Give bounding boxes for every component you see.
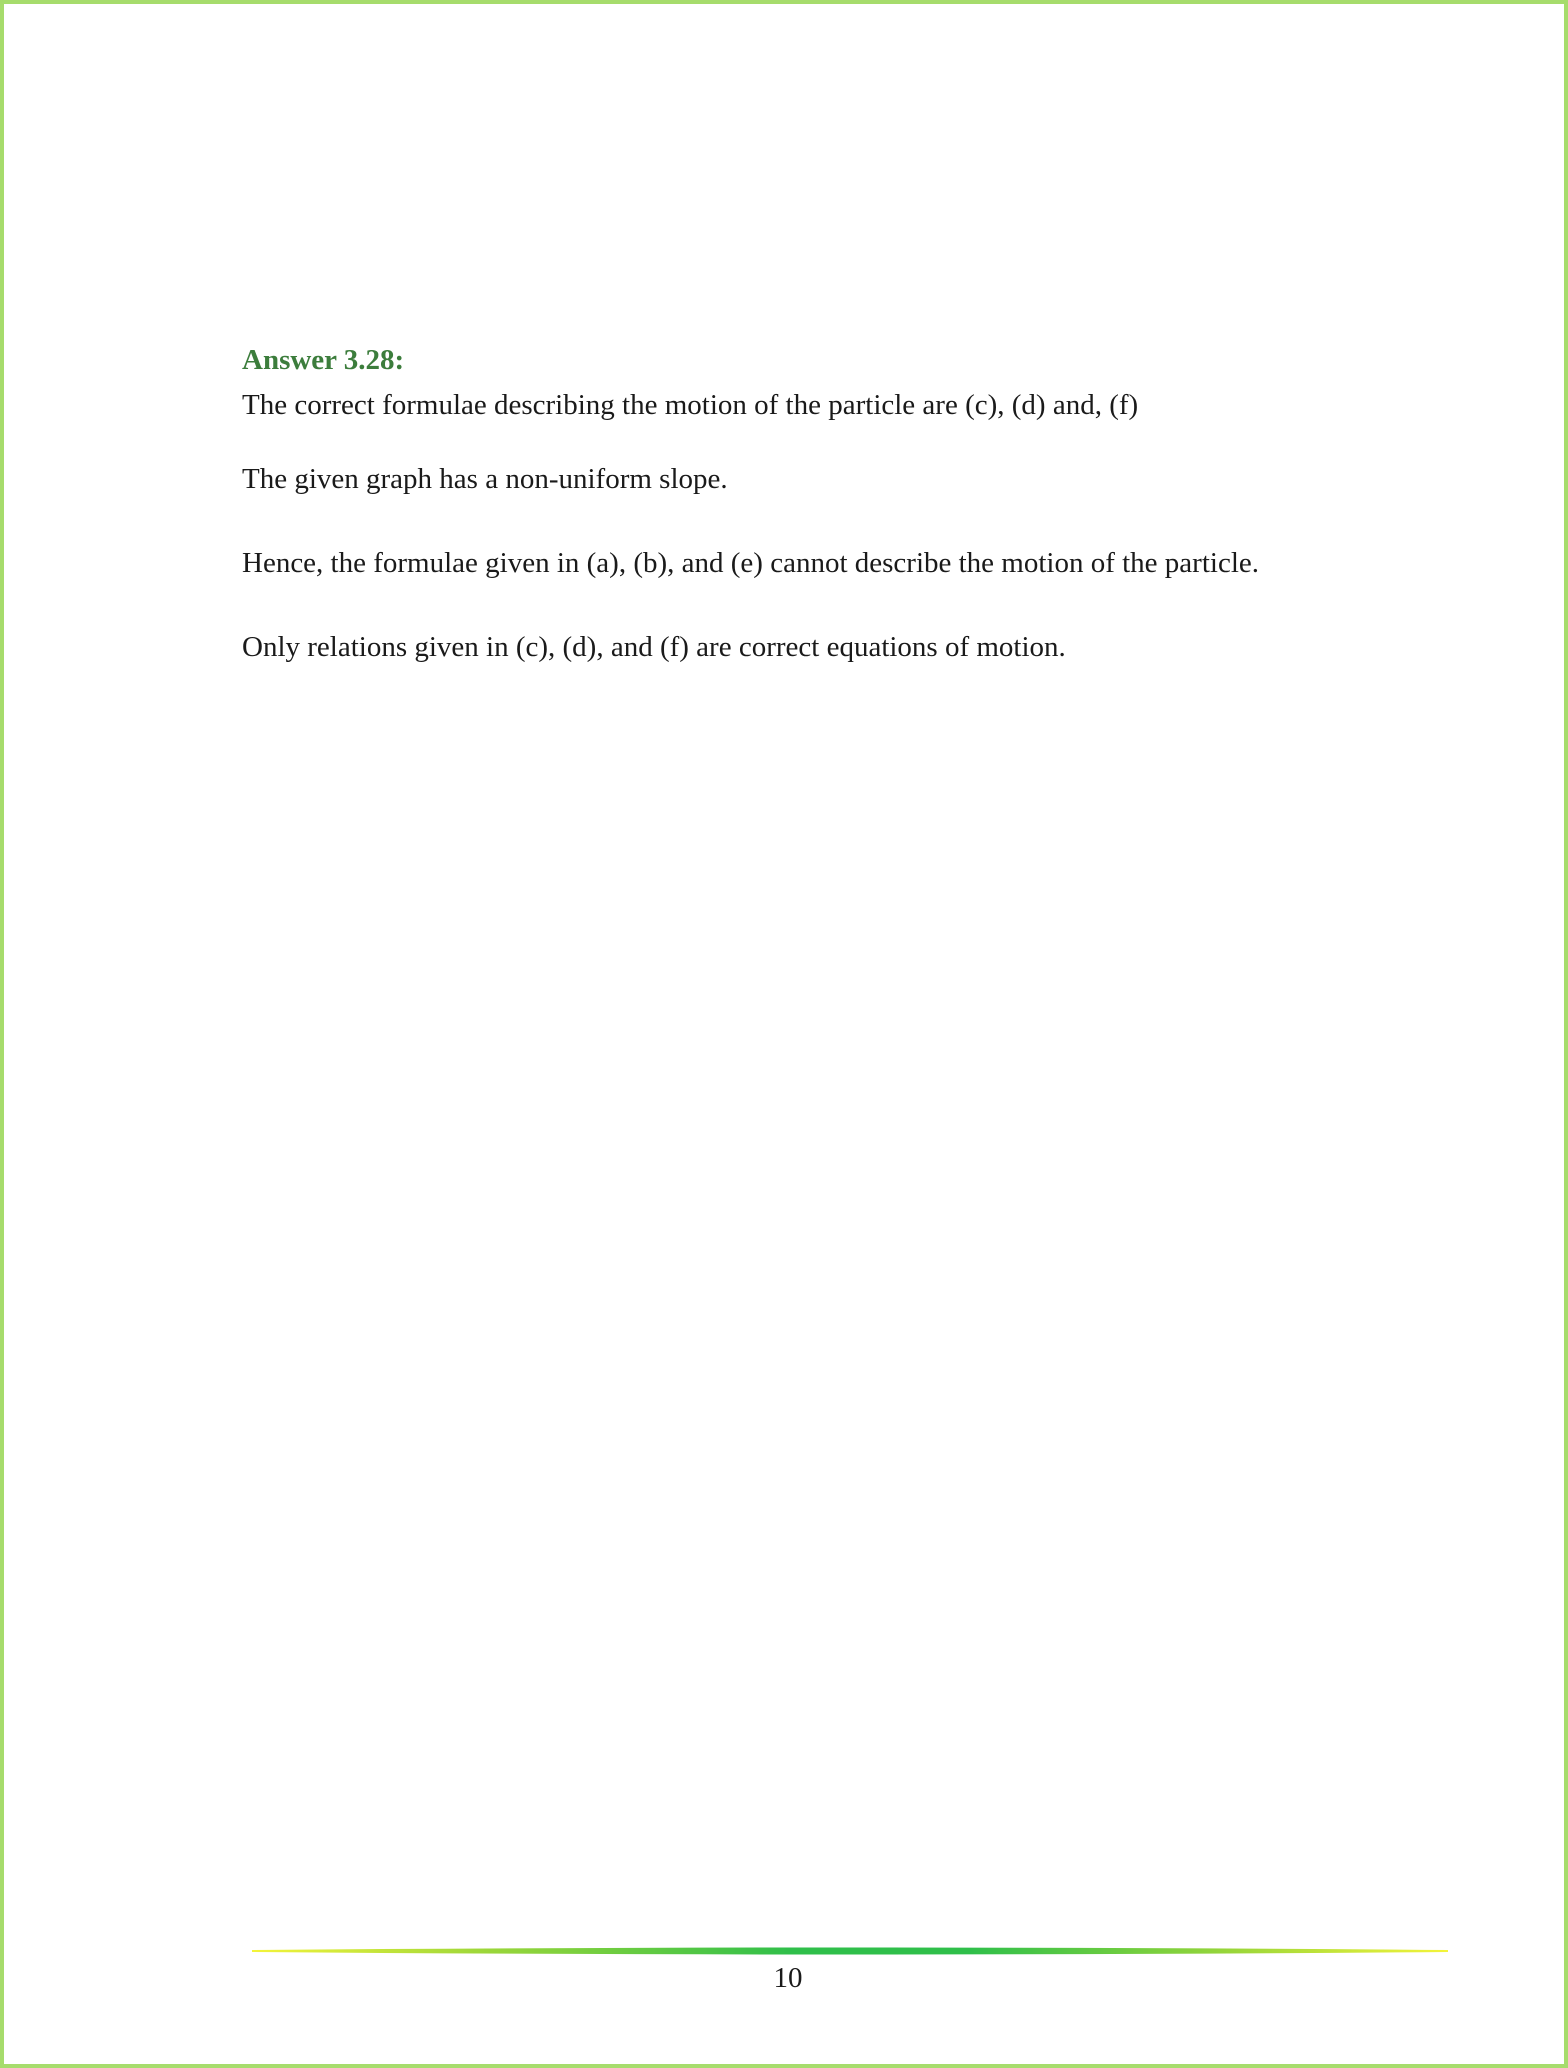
footer-divider (252, 1945, 1448, 1957)
paragraph-4: Only relations given in (c), (d), and (f) are correct equations of motion. (242, 631, 1066, 663)
paragraph-2: The given graph has a non-uniform slope. (242, 463, 728, 495)
footer-divider-graphic (252, 1945, 1448, 1957)
paragraph-3: Hence, the formulae given in (a), (b), and (e) cannot describe the motion of the particle. (242, 547, 1259, 579)
answer-heading: Answer 3.28: (242, 344, 405, 376)
paragraph-1: The correct formulae describing the motion of the particle are (c), (d) and, (f) (242, 389, 1139, 421)
page-number: 10 (773, 1962, 803, 1994)
